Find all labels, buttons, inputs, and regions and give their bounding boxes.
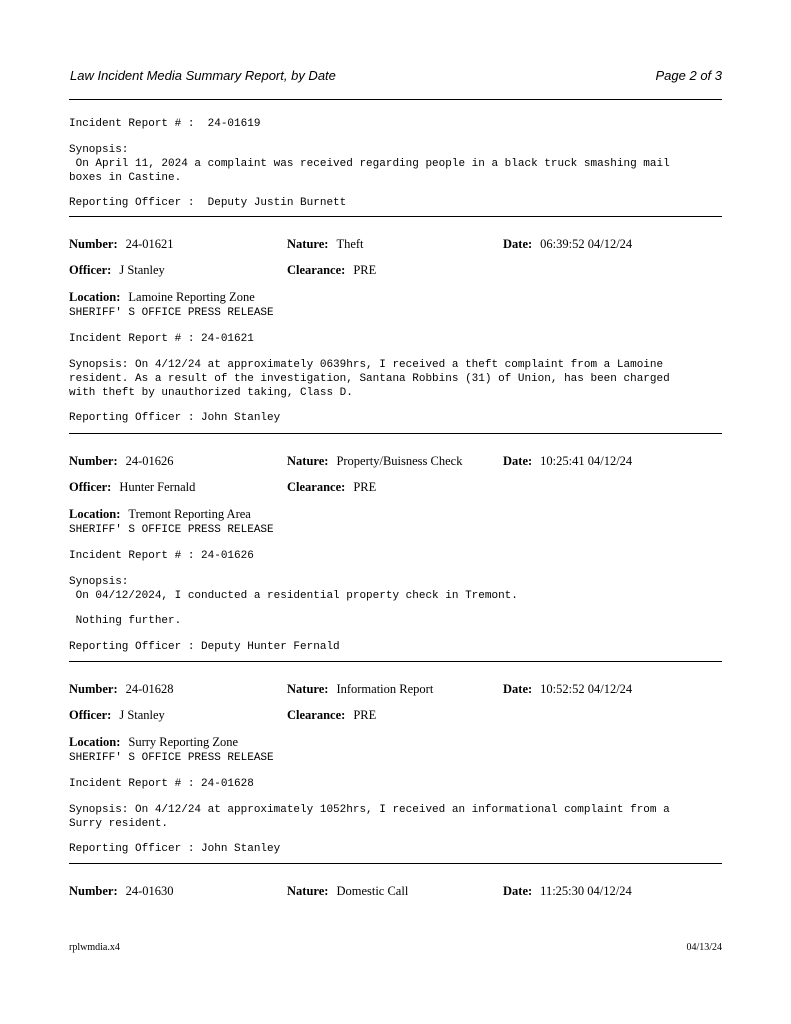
number-field: Number: 24-01621 <box>69 237 174 251</box>
prev-incident-line: Incident Report # : 24-01619 <box>69 118 261 130</box>
number-field: Number: 24-01630 <box>69 884 174 898</box>
record-divider <box>69 661 722 662</box>
date-field: Date: 10:25:41 04/12/24 <box>503 454 633 468</box>
nature-field: Nature: Domestic Call <box>287 884 409 898</box>
incident-report-line: Incident Report # : 24-01626 <box>69 550 254 562</box>
location-field: Location: Surry Reporting Zone <box>69 735 239 749</box>
prev-synopsis-text: On April 11, 2024 a complaint was received regarding people in a black truck smashing mail boxes in Castine. <box>69 158 670 184</box>
location-field: Location: Tremont Reporting Area <box>69 507 251 521</box>
record-row-officer <box>69 708 722 724</box>
record-row-main <box>69 682 722 698</box>
record-row-officer <box>69 480 722 496</box>
prev-synopsis-label: Synopsis: <box>69 144 129 156</box>
date-field: Date: 10:52:52 04/12/24 <box>503 682 633 696</box>
record-divider <box>69 863 722 864</box>
incident-report-line: Incident Report # : 24-01621 <box>69 333 254 345</box>
record-row-main <box>69 454 722 470</box>
record-row-location <box>69 290 722 306</box>
record-row-main <box>69 237 722 253</box>
prev-reporting-officer: Reporting Officer : Deputy Justin Burnett <box>69 197 347 209</box>
record-row-location <box>69 507 722 523</box>
record-row-officer <box>69 263 722 279</box>
clearance-field: Clearance: PRE <box>287 708 377 722</box>
clearance-field: Clearance: PRE <box>287 480 377 494</box>
date-field: Date: 11:25:30 04/12/24 <box>503 884 632 898</box>
footer-date: 04/13/24 <box>686 942 722 953</box>
synopsis-text: Synopsis: On 04/12/2024, I conducted a residential property check in Tremont. <box>69 576 518 602</box>
record-divider <box>69 216 722 217</box>
report-title: Law Incident Media Summary Report, by Date <box>70 68 336 83</box>
nature-field: Nature: Information Report <box>287 682 434 696</box>
officer-field: Officer: J Stanley <box>69 708 165 722</box>
synopsis-extra: Nothing further. <box>69 615 182 627</box>
clearance-field: Clearance: PRE <box>287 263 377 277</box>
reporting-officer-line: Reporting Officer : John Stanley <box>69 843 281 855</box>
press-release-label: SHERIFF' S OFFICE PRESS RELEASE <box>69 524 274 536</box>
incident-report-line: Incident Report # : 24-01628 <box>69 778 254 790</box>
nature-field: Nature: Theft <box>287 237 364 251</box>
header-rule <box>69 99 722 100</box>
reporting-officer-line: Reporting Officer : Deputy Hunter Fernald <box>69 641 340 653</box>
officer-field: Officer: Hunter Fernald <box>69 480 196 494</box>
press-release-label: SHERIFF' S OFFICE PRESS RELEASE <box>69 307 274 319</box>
reporting-officer-line: Reporting Officer : John Stanley <box>69 412 281 424</box>
location-field: Location: Lamoine Reporting Zone <box>69 290 255 304</box>
press-release-label: SHERIFF' S OFFICE PRESS RELEASE <box>69 752 274 764</box>
number-field: Number: 24-01626 <box>69 454 174 468</box>
page-indicator: Page 2 of 3 <box>655 68 722 83</box>
record-divider <box>69 433 722 434</box>
synopsis-text: Synopsis: On 4/12/24 at approximately 0639hrs, I received a theft complaint from a Lamoine resident. As a result of the investigation, Santana Robbins (31) of Union, has been charged with theft by unauthorized taking, Class D. <box>69 359 670 399</box>
officer-field: Officer: J Stanley <box>69 263 165 277</box>
date-field: Date: 06:39:52 04/12/24 <box>503 237 633 251</box>
record-row-main <box>69 884 722 900</box>
footer-report-id: rplwmdia.x4 <box>69 942 120 953</box>
nature-field: Nature: Property/Buisness Check <box>287 454 463 468</box>
record-row-location <box>69 735 722 751</box>
synopsis-text: Synopsis: On 4/12/24 at approximately 1052hrs, I received an informational complaint from a Surry resident. <box>69 804 670 830</box>
number-field: Number: 24-01628 <box>69 682 174 696</box>
report-header <box>70 68 722 86</box>
